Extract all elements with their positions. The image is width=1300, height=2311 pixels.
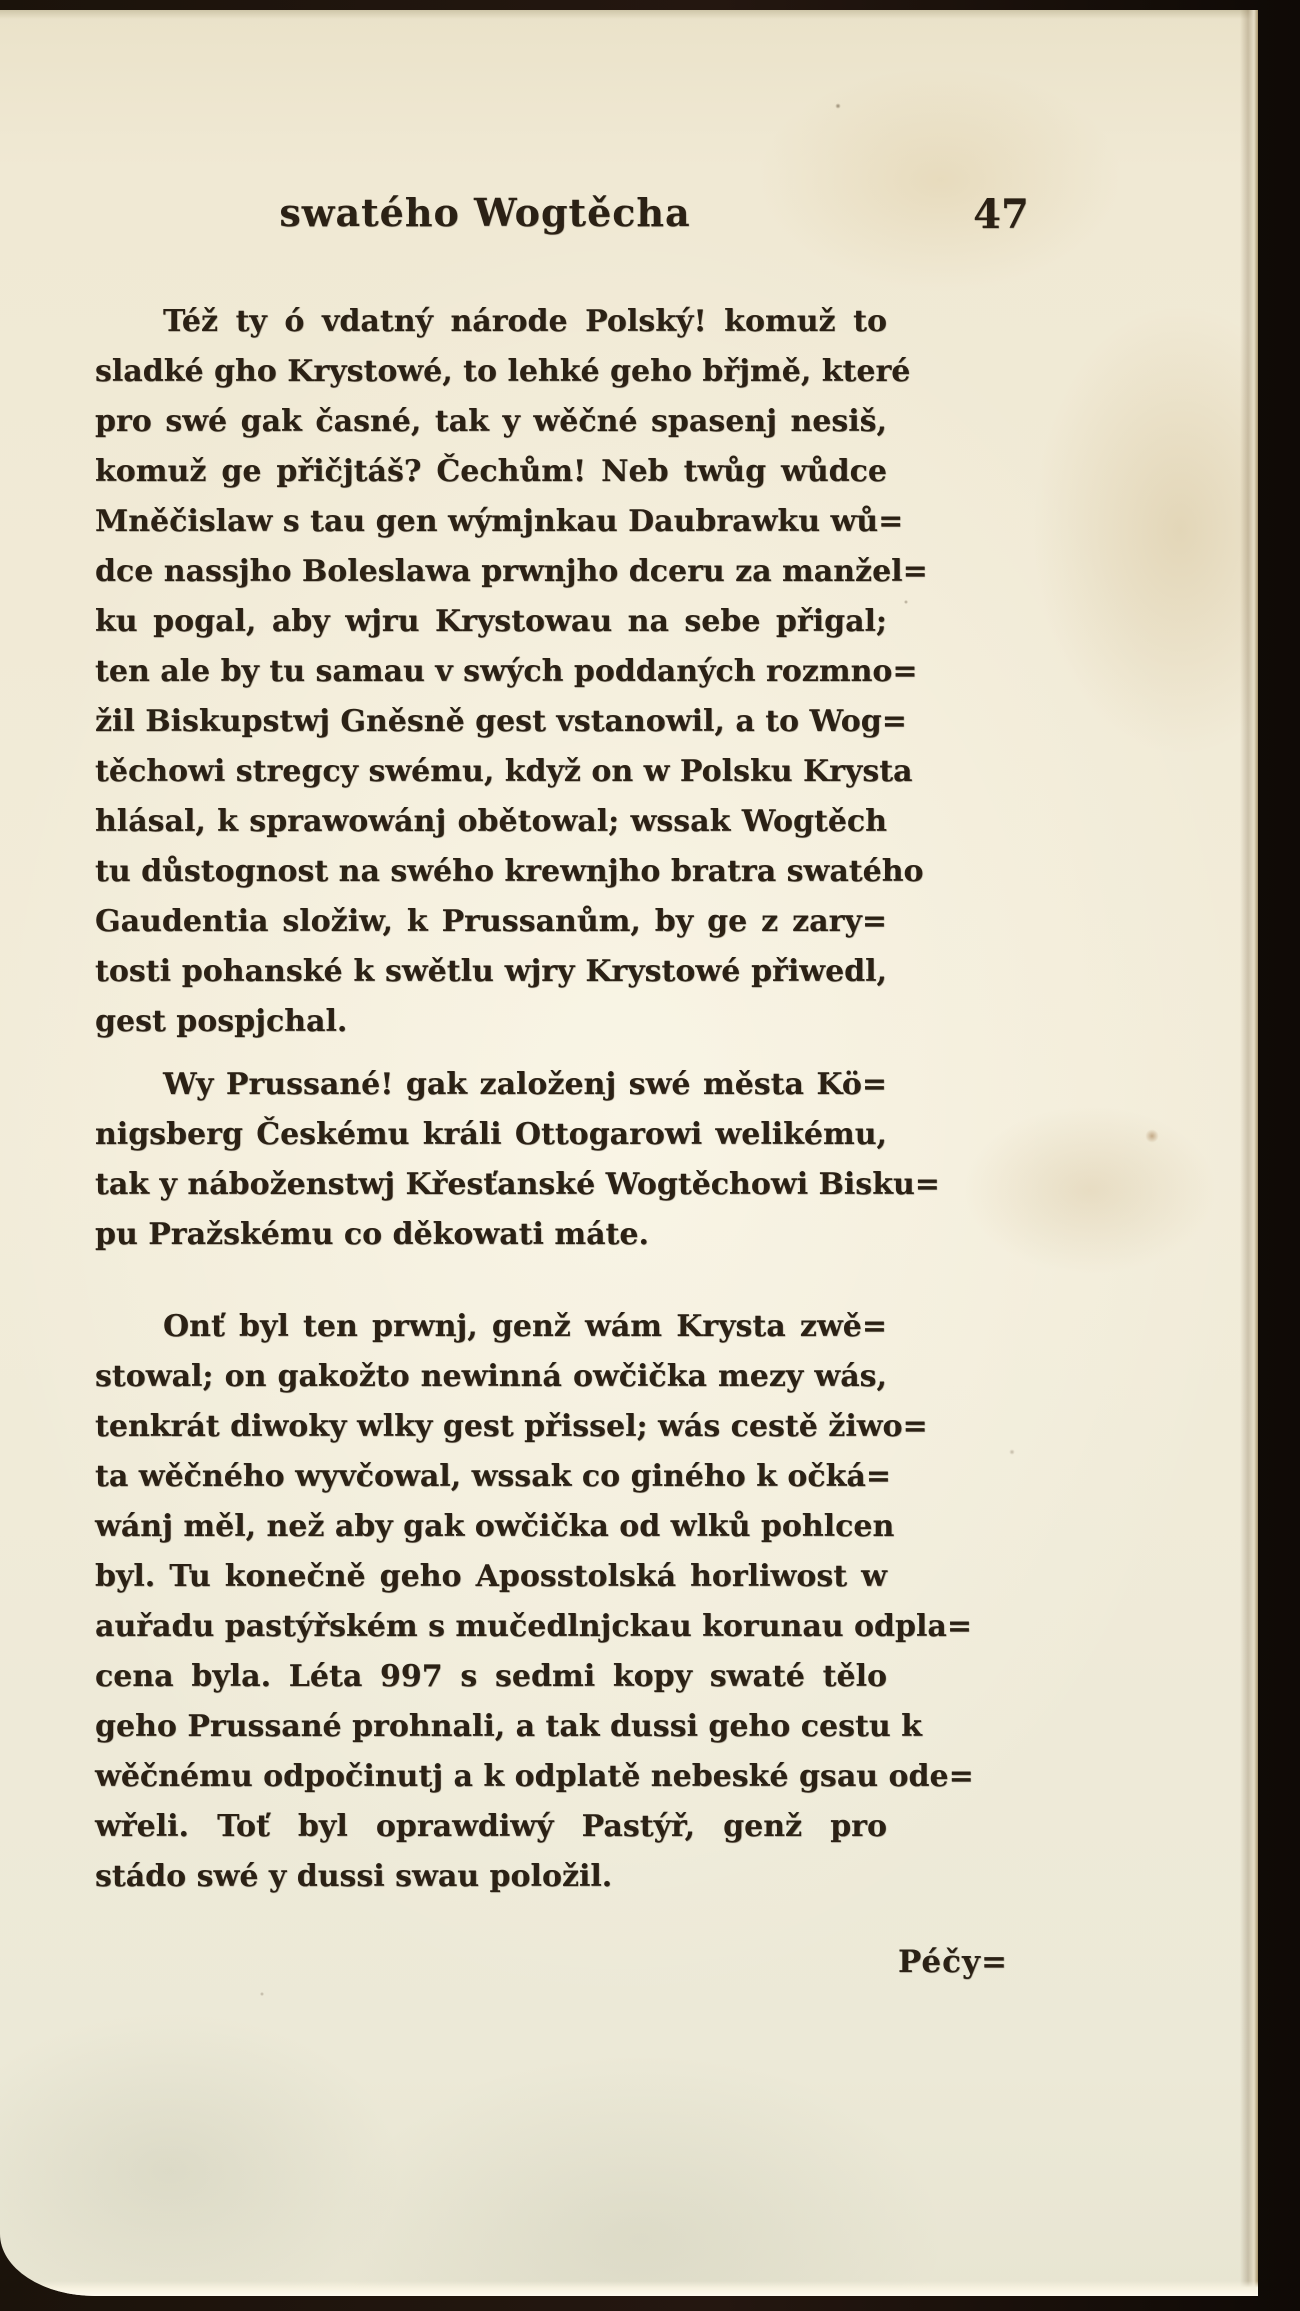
text-line: hlásal, k sprawowánj obětowal; wssak Wogtěch (95, 804, 887, 839)
paragraph-3 (95, 1302, 974, 1902)
catchword: Péčy= (897, 1944, 1009, 1980)
text-line: wánj měl, než aby gak owčička od wlků pohlcen (95, 1509, 895, 1544)
text-line: komuž ge přičjtáš? Čechům! Neb twůg wůdce (95, 454, 887, 489)
text-line: Mněčislaw s tau gen wýmjnkau Daubrawku wů= (95, 504, 904, 539)
text-line: nigsberg Českému králi Ottogarowi welikému, (95, 1117, 887, 1152)
text-line: těchowi stregcy swému, když on w Polsku Krysta (95, 754, 913, 789)
text-line: tosti pohanské k swětlu wjry Krystowé přiwedl, (95, 954, 887, 989)
running-title: swatého Wogtěcha (279, 190, 691, 235)
text-line: Gaudentia složiw, k Prussanům, by ge z zary= (95, 904, 887, 939)
text-line: stádo swé y dussi swau položil. (95, 1859, 613, 1894)
page-bottom-edge (0, 2281, 1258, 2296)
paragraph-1 (95, 297, 928, 1047)
text-line: wřeli. Toť byl oprawdiwý Pastýř, genž pro (95, 1809, 887, 1844)
text-line: auřadu pastýřském s mučedlnjckau korunau odpla= (95, 1609, 972, 1644)
paragraph-2 (95, 1060, 940, 1260)
text-line: stowal; on gakožto newinná owčička mezy wás, (95, 1359, 887, 1394)
text-line: Též ty ó vdatný národe Polský! komuž to (163, 304, 887, 339)
text-line: žil Biskupstwj Gněsně gest vstanowil, a to Wog= (95, 704, 907, 739)
text-line: geho Prussané prohnali, a tak dussi geho cestu k (95, 1709, 922, 1744)
text-line: tu důstognost na swého krewnjho bratra swatého (95, 854, 924, 889)
text-line: tenkrát diwoky wlky gest přissel; wás cestě žiwo= (95, 1409, 928, 1444)
text-line: ta wěčného wyvčowal, wssak co giného k očká= (95, 1459, 891, 1494)
page-number: 47 (973, 191, 1029, 238)
text-line: ten ale by tu samau v swých poddaných rozmno= (95, 654, 918, 689)
text-line: pu Pražskému co děkowati máte. (95, 1217, 649, 1252)
text-line: ku pogal, aby wjru Krystowau na sebe přigal; (95, 604, 887, 639)
page-paper (0, 10, 1258, 2296)
page-right-edge (1240, 10, 1258, 2296)
page-top-edge (0, 10, 1258, 19)
text-line: byl. Tu konečně geho Aposstolská horliwost w (95, 1559, 887, 1594)
text-line: dce nassjho Boleslawa prwnjho dceru za manžel= (95, 554, 928, 589)
text-line: pro swé gak časné, tak y wěčné spasenj nesiš, (95, 404, 887, 439)
text-line: sladké gho Krystowé, to lehké geho břjmě, které (95, 354, 911, 389)
text-line: cena byla. Léta 997 s sedmi kopy swaté tělo (95, 1659, 887, 1694)
text-line: tak y náboženstwj Křesťanské Wogtěchowi Bisku= (95, 1167, 940, 1202)
text-line: Onť byl ten prwnj, genž wám Krysta zwě= (163, 1309, 887, 1344)
text-line: gest pospjchal. (95, 1004, 348, 1039)
text-line: wěčnému odpočinutj a k odplatě nebeské gsau ode= (95, 1759, 974, 1794)
text-line: Wy Prussané! gak založenj swé města Kö= (163, 1067, 887, 1102)
